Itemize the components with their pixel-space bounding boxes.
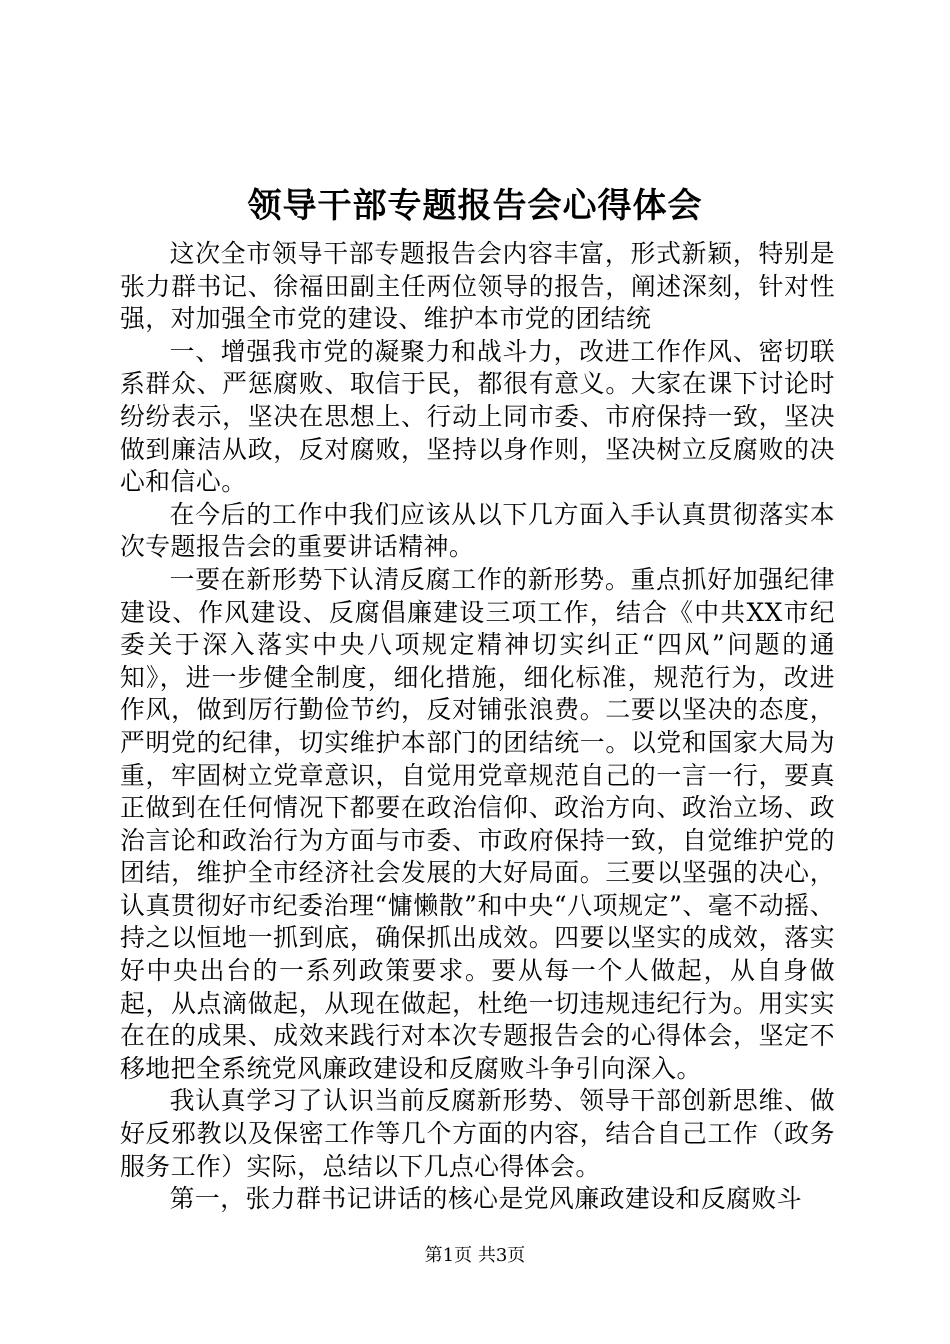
document-title: 领导干部专题报告会心得体会 [247,186,703,226]
paragraph-point-one: 一、增强我市党的凝聚力和战斗力，改进工作作风、密切联系群众、严惩腐败、取信于民，都很有意义。大家在课下讨论时纷纷表示，坚决在思想上、行动上同市委、市府保持一致，坚决做到廉洁从政，反对腐败，坚持以身作则，坚决树立反腐败的决心和信心。 [120,336,835,497]
paragraph-future-work: 在今后的工作中我们应该从以下几方面入手认真贯彻落实本次专题报告会的重要讲话精神。 [120,499,835,562]
paragraph-study-summary: 我认真学习了认识当前反腐新形势、领导干部创新思维、做好反邪教以及保密工作等几个方面的内容，结合自己工作（政务服务工作）实际，总结以下几点心得体会。 [120,1086,835,1181]
paragraph-four-requirements: 一要在新形势下认清反腐工作的新形势。重点抓好加强纪律建设、作风建设、反腐倡廉建设三项工作，结合《中共XX市纪委关于深入落实中央八项规定精神切实纠正“四风”问题的通知》，进一步健全制度，细化措施，细化标准，规范行为，改进作风，做到厉行勤俭节约，反对铺张浪费。二要以坚决的态度，严明党的纪律，切实维护本部门的团结统一。以党和国家大局为重，牢固树立党章意识，自觉用党章规范自己的一言一行，要真正做到在任何情况下都要在政治信仰、政治方向、政治立场、政治言论和政治行为方面与市委、市政府保持一致，自觉维护党的团结，维护全市经济社会发展的大好局面。三要以坚强的决心，认真贯彻好市纪委治理“慵懒散”和中央“八项规定”、毫不动摇、持之以恒地一抓到底，确保抓出成效。四要以坚实的成效，落实好中央出台的一系列政策要求。要从每一个人做起，从自身做起，从点滴做起，从现在做起，杜绝一切违规违纪行为。用实实在在的成果、成效来践行对本次专题报告会的心得体会，坚定不移地把全系统党风廉政建设和反腐败斗争引向深入。 [120,564,835,1083]
paragraph-first-point: 第一，张力群书记讲话的核心是党风廉政建设和反腐败斗 [169,1184,803,1214]
document-body [120,238,835,1216]
paragraph-intro: 这次全市领导干部专题报告会内容丰富，形式新颖，特别是张力群书记、徐福田副主任两位领导的报告，阐述深刻，针对性强，对加强全市党的建设、维护本市党的团结统 [120,239,835,334]
page-number-footer: 第1页 共3页 [424,1245,526,1266]
